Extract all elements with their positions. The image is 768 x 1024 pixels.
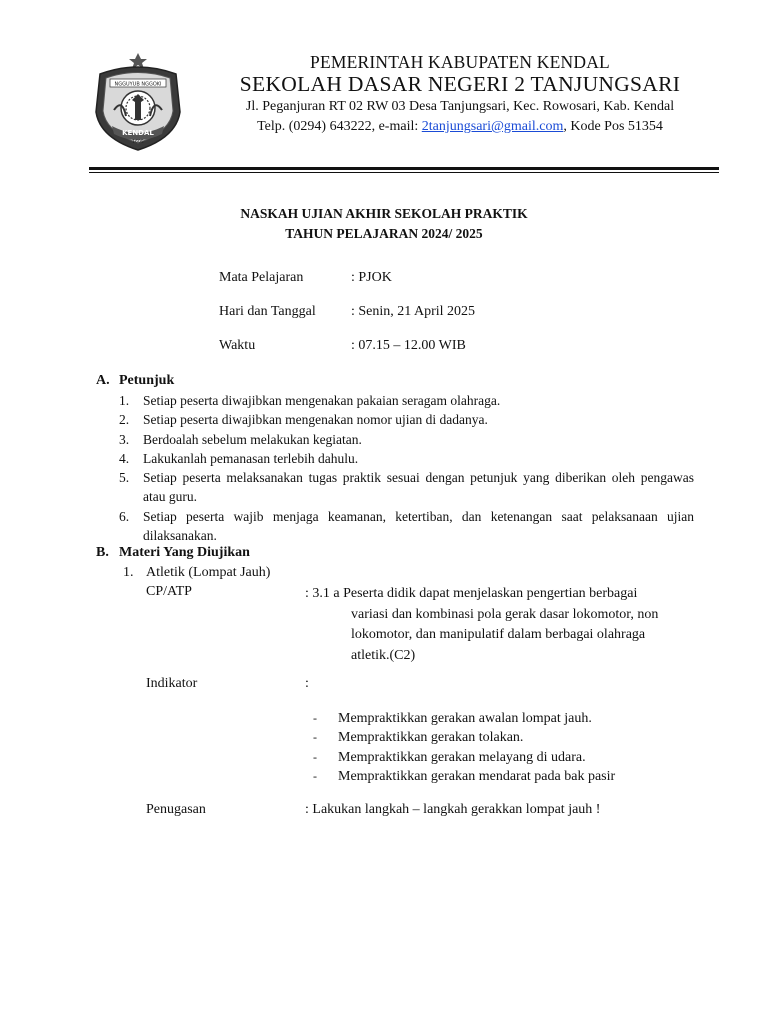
phone-text: Telp. (0294) 643222, e-mail:: [257, 119, 422, 134]
cp-atp-continuation: atletik.(C2): [351, 647, 416, 663]
list-item: [119, 410, 694, 429]
school-address: Jl. Peganjuran RT 02 RW 03 Desa Tanjungsari, Kec. Rowosari, Kab. Kendal: [245, 99, 675, 114]
list-text: Mempraktikkan gerakan melayang di udara.: [338, 749, 586, 765]
section-b-heading: [96, 545, 250, 561]
list-item: [119, 507, 694, 546]
bullet-dash: -: [313, 749, 317, 764]
letterhead-divider-thin: [89, 172, 719, 173]
section-title: Materi Yang Diujikan: [119, 545, 250, 560]
section-letter: A.: [96, 373, 110, 388]
email-link[interactable]: 2tanjungsari@gmail.com: [421, 119, 564, 134]
meta-value: : PJOK: [351, 270, 392, 285]
school-name: SEKOLAH DASAR NEGERI 2 TANJUNGSARI: [239, 72, 681, 96]
list-text: Setiap peserta diwajibkan mengenakan pakaian seragam olahraga.: [143, 393, 501, 408]
list-number: 5.: [119, 470, 130, 486]
meta-value: : 07.15 – 12.00 WIB: [351, 338, 466, 353]
meta-row-date: [219, 304, 719, 322]
postal-code-text: , Kode Pos 51354: [563, 119, 663, 134]
list-text: Berdoalah sebelum melakukan kegiatan.: [143, 431, 362, 447]
government-name: PEMERINTAH KABUPATEN KENDAL: [310, 52, 610, 72]
cp-atp-continuation: lokomotor, dan manipulatif dalam berbagai olahraga: [351, 627, 646, 642]
meta-row-subject: [219, 270, 719, 288]
materi-item-heading: [123, 565, 270, 581]
instructions-list: [119, 391, 694, 545]
bullet-dash: -: [313, 711, 317, 725]
list-text: Lakukanlah pemanasan terlebih dahulu.: [143, 450, 359, 466]
list-number: 2.: [119, 412, 130, 428]
cp-atp-first-line: : 3.1 a Peserta didik dapat menjelaskan pengertian berbagai: [305, 586, 638, 601]
document-subtitle: TAHUN PELAJARAN 2024/ 2025: [285, 226, 483, 241]
list-text: Mempraktikkan gerakan awalan lompat jauh.: [338, 711, 592, 726]
penugasan-value: : Lakukan langkah – langkah gerakkan lompat jauh !: [305, 802, 601, 817]
logo-motto: NGGUYUB NGGOKI: [114, 81, 162, 88]
indikator-list: [313, 709, 713, 786]
meta-label: Mata Pelajaran: [219, 270, 304, 285]
letterhead-divider-thick: [89, 167, 719, 170]
list-item: [313, 728, 713, 747]
bullet-dash: -: [313, 730, 317, 745]
list-item: [313, 767, 713, 786]
list-number: 4.: [119, 450, 130, 466]
meta-label: Hari dan Tanggal: [219, 304, 316, 319]
section-letter: B.: [96, 545, 109, 560]
penugasan-label: Penugasan: [146, 802, 206, 817]
indikator-label: Indikator: [146, 676, 198, 691]
section-title: Petunjuk: [119, 373, 175, 388]
list-number: 6.: [119, 508, 130, 524]
list-text: Setiap peserta melaksanakan tugas praktik sesuai dengan petunjuk yang diberikan oleh pengawas atau guru.: [143, 470, 694, 505]
list-item: [119, 449, 694, 468]
cp-atp-continuation: variasi dan kombinasi pola gerak dasar lokomotor, non: [351, 606, 659, 622]
list-text: Setiap peserta diwajibkan mengenakan nomor ujian di dadanya.: [143, 412, 488, 428]
list-number: 1.: [119, 393, 130, 408]
list-item: [313, 748, 713, 767]
list-item: [119, 468, 694, 507]
meta-label: Waktu: [219, 338, 256, 353]
logo-year: 1605: [132, 140, 144, 145]
school-contact: [200, 119, 720, 135]
meta-value: : Senin, 21 April 2025: [351, 304, 476, 319]
list-item: [119, 391, 694, 410]
materi-item-number: 1.: [123, 565, 134, 580]
document-title: NASKAH UJIAN AKHIR SEKOLAH PRAKTIK: [240, 206, 528, 221]
meta-row-time: [219, 338, 719, 356]
logo-text: KENDAL: [122, 129, 154, 137]
list-item: [119, 430, 694, 449]
kendal-regency-logo: [92, 50, 184, 152]
list-text: Setiap peserta wajib menjaga keamanan, ketertiban, dan ketenangan saat pelaksanaan ujian dilaksanakan.: [143, 508, 694, 544]
list-item: [313, 709, 713, 728]
section-a-heading: [96, 373, 174, 389]
indikator-colon: :: [305, 676, 309, 691]
list-number: 3.: [119, 431, 130, 447]
cp-atp-description: [305, 584, 705, 666]
materi-item-title: Atletik (Lompat Jauh): [146, 565, 271, 580]
list-text: Mempraktikkan gerakan mendarat pada bak pasir: [338, 768, 616, 784]
list-text: Mempraktikkan gerakan tolakan.: [338, 730, 524, 746]
bullet-dash: -: [313, 768, 317, 783]
cp-atp-label: CP/ATP: [146, 584, 192, 599]
